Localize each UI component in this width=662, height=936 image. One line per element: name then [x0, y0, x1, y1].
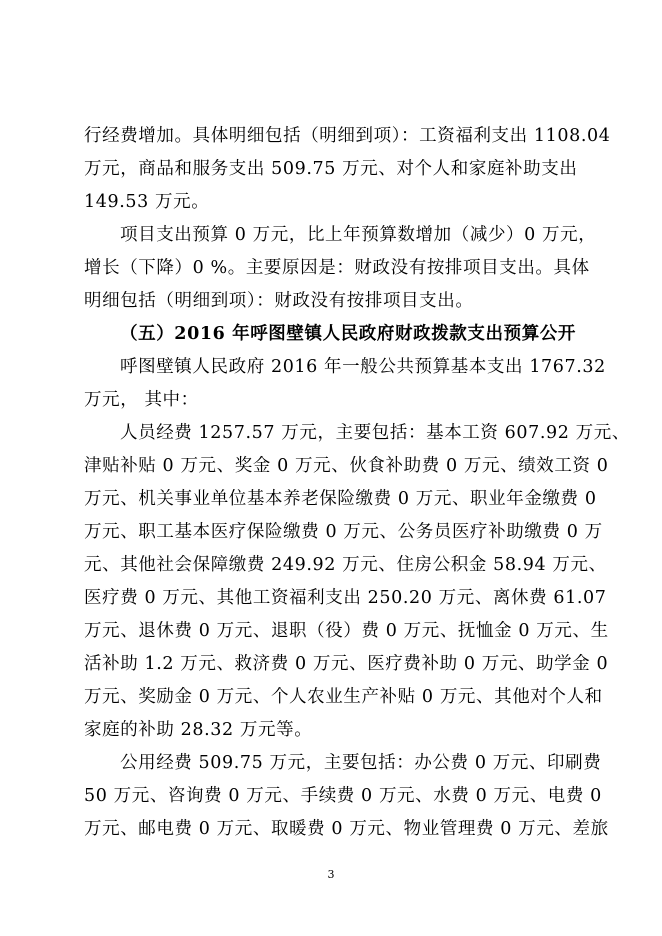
text-line: 项目支出预算 0 万元，比上年预算数增加（减少）0 万元，	[120, 225, 597, 245]
page-number: 3	[327, 868, 335, 881]
text-line: 万元、职工基本医疗保险缴费 0 万元、公务员医疗补助缴费 0 万	[84, 522, 603, 542]
text-line: 50 万元、咨询费 0 万元、手续费 0 万元、水费 0 万元、电费 0	[84, 786, 602, 806]
text-line: 万元，商品和服务支出 509.75 万元、对个人和家庭补助支出	[84, 159, 578, 179]
text-line: 医疗费 0 万元、其他工资福利支出 250.20 万元、离休费 61.07	[84, 588, 607, 608]
section-heading: （五）2016 年呼图壁镇人民政府财政拨款支出预算公开	[120, 324, 576, 344]
text-line: 公用经费 509.75 万元，主要包括：办公费 0 万元、印刷费	[120, 753, 602, 773]
text-line: 津贴补贴 0 万元、奖金 0 万元、伙食补助费 0 万元、绩效工资 0	[84, 456, 609, 476]
text-line: 万元、机关事业单位基本养老保险缴费 0 万元、职业年金缴费 0	[84, 489, 597, 509]
text-line: 万元、退休费 0 万元、退职（役）费 0 万元、抚恤金 0 万元、生	[84, 621, 609, 641]
text-line: 行经费增加。具体明细包括（明细到项）：工资福利支出 1108.04	[84, 126, 611, 146]
text-line: 活补助 1.2 万元、救济费 0 万元、医疗费补助 0 万元、助学金 0	[84, 654, 609, 674]
text-line: 万元、邮电费 0 万元、取暖费 0 万元、物业管理费 0 万元、差旅	[84, 819, 609, 839]
text-line: 家庭的补助 28.32 万元等。	[84, 720, 313, 740]
text-line: 149.53 万元。	[84, 192, 210, 212]
text-line: 元、其他社会保障缴费 249.92 万元、住房公积金 58.94 万元、	[84, 555, 607, 575]
text-line: 万元、奖励金 0 万元、个人农业生产补贴 0 万元、其他对个人和	[84, 687, 603, 707]
text-line: 明细包括（明细到项）：财政没有按排项目支出。	[84, 291, 474, 311]
text-line: 万元， 其中：	[84, 390, 199, 410]
text-line: 人员经费 1257.57 万元，主要包括：基本工资 607.92 万元、	[120, 423, 630, 443]
text-line: 增长（下降）0 %。主要原因是：财政没有按排项目支出。具体	[84, 258, 590, 278]
text-line: 呼图壁镇人民政府 2016 年一般公共预算基本支出 1767.32	[120, 357, 606, 377]
